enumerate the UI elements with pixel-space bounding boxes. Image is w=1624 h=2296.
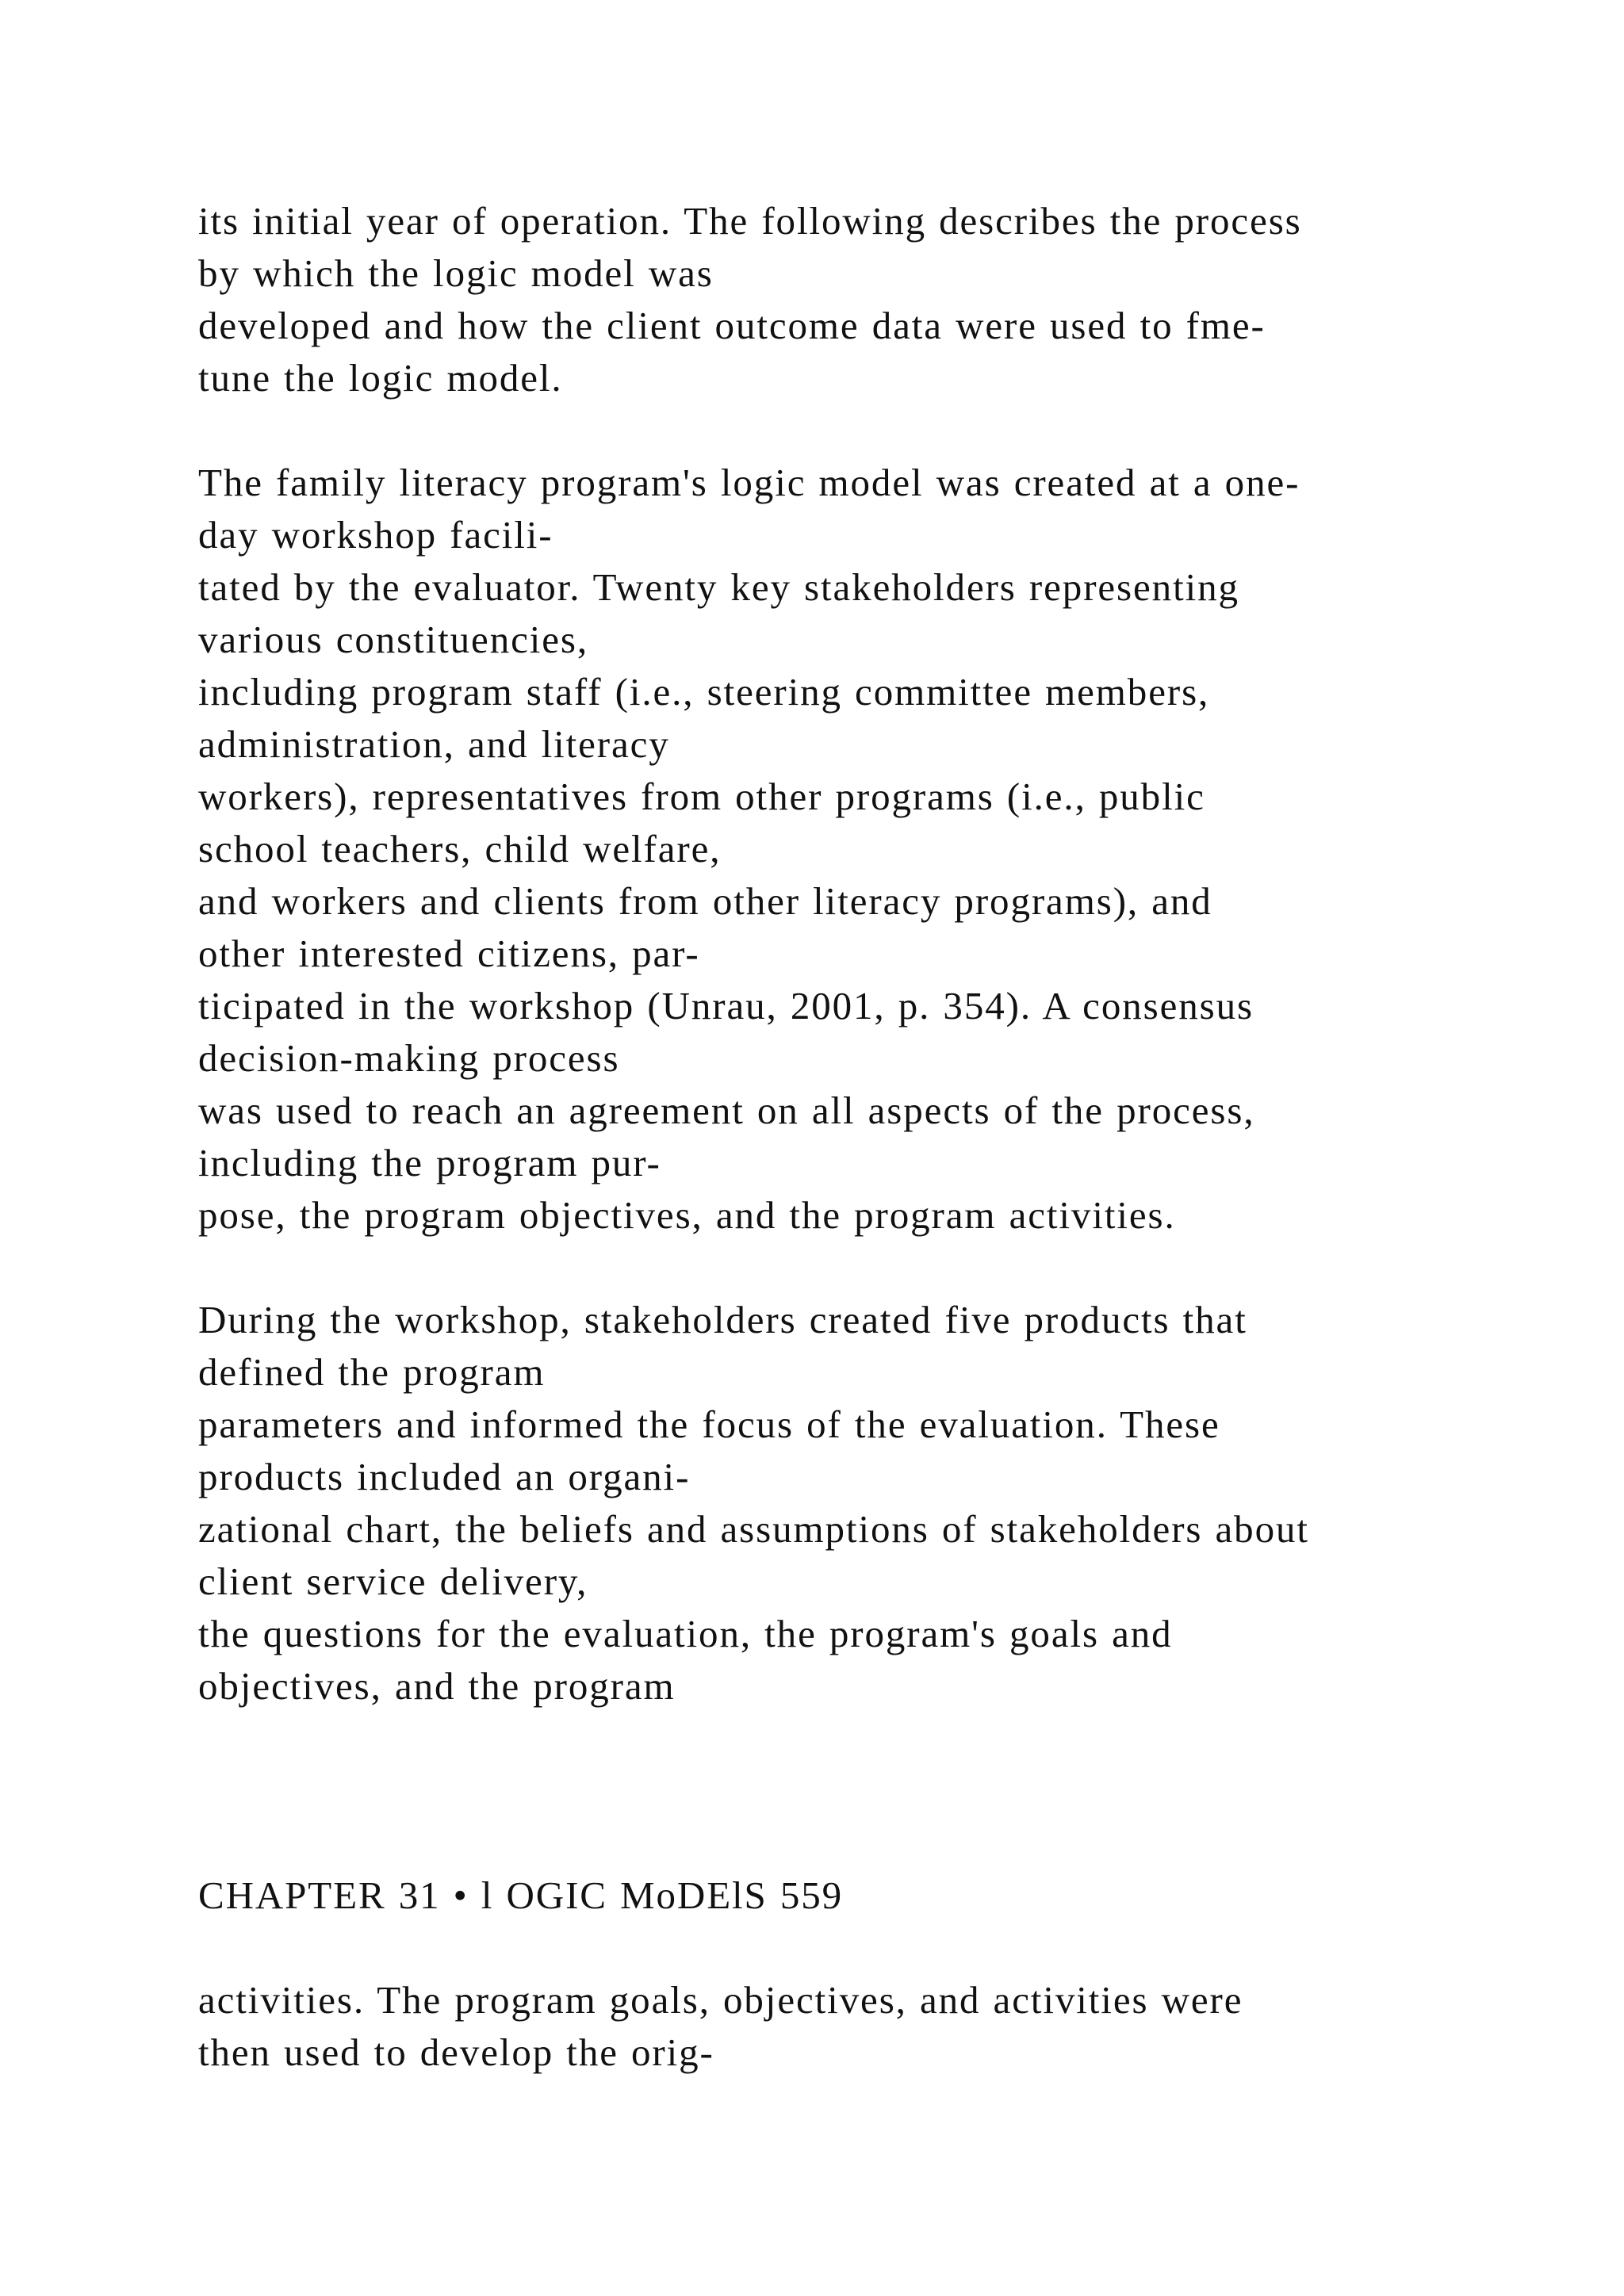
document-page — [198, 195, 1467, 2079]
text-line: its initial year of operation. The following describes the process — [198, 199, 1302, 243]
text-line: other interested citizens, par- — [198, 932, 700, 975]
text-line: client service delivery, — [198, 1559, 588, 1603]
text-line: by which the logic model was — [198, 251, 714, 295]
paragraph-spacer — [198, 404, 1467, 457]
text-line: pose, the program objectives, and the program activities. — [198, 1193, 1176, 1237]
running-header — [198, 1869, 1467, 1922]
text-line: was used to reach an agreement on all aspects of the process, — [198, 1089, 1255, 1132]
text-line: the questions for the evaluation, the program's goals and — [198, 1612, 1173, 1655]
text-line: then used to develop the orig- — [198, 2030, 714, 2074]
text-line: activities. The program goals, objectives, and activities were — [198, 1978, 1243, 2022]
text-line: developed and how the client outcome data were used to fme- — [198, 304, 1266, 347]
text-line: During the workshop, stakeholders created five products that — [198, 1298, 1247, 1341]
text-line: tated by the evaluator. Twenty key stakeholders representing — [198, 565, 1239, 609]
chapter-heading: CHAPTER 31 • l OGIC MoDElS 559 — [198, 1873, 844, 1917]
text-line: school teachers, child welfare, — [198, 827, 722, 871]
text-line: products included an organi- — [198, 1455, 691, 1498]
text-line: including program staff (i.e., steering committee members, — [198, 670, 1210, 714]
text-line: various constituencies, — [198, 618, 589, 661]
text-line: The family literacy program's logic model was created at a one- — [198, 461, 1300, 504]
paragraph-activities — [198, 1974, 1467, 2079]
text-line: including the program pur- — [198, 1141, 661, 1184]
paragraph-initial-year — [198, 195, 1467, 404]
text-line: decision-making process — [198, 1036, 620, 1080]
paragraph-spacer — [198, 1242, 1467, 1294]
paragraph-workshop-products — [198, 1294, 1467, 1712]
text-line: objectives, and the program — [198, 1664, 676, 1708]
text-line: defined the program — [198, 1350, 546, 1394]
text-line: and workers and clients from other literacy programs), and — [198, 879, 1212, 923]
text-line: tune the logic model. — [198, 356, 563, 400]
paragraph-spacer — [198, 1922, 1467, 1974]
text-line: workers), representatives from other programs (i.e., public — [198, 775, 1205, 818]
text-line: parameters and informed the focus of the evaluation. These — [198, 1402, 1220, 1446]
text-line: administration, and literacy — [198, 722, 670, 766]
section-spacer — [198, 1712, 1467, 1869]
text-line: day workshop facili- — [198, 513, 553, 557]
text-line: zational chart, the beliefs and assumptions of stakeholders about — [198, 1507, 1309, 1551]
text-line: ticipated in the workshop (Unrau, 2001, p. 354). A consensus — [198, 984, 1254, 1027]
paragraph-logic-model-workshop — [198, 457, 1467, 1242]
